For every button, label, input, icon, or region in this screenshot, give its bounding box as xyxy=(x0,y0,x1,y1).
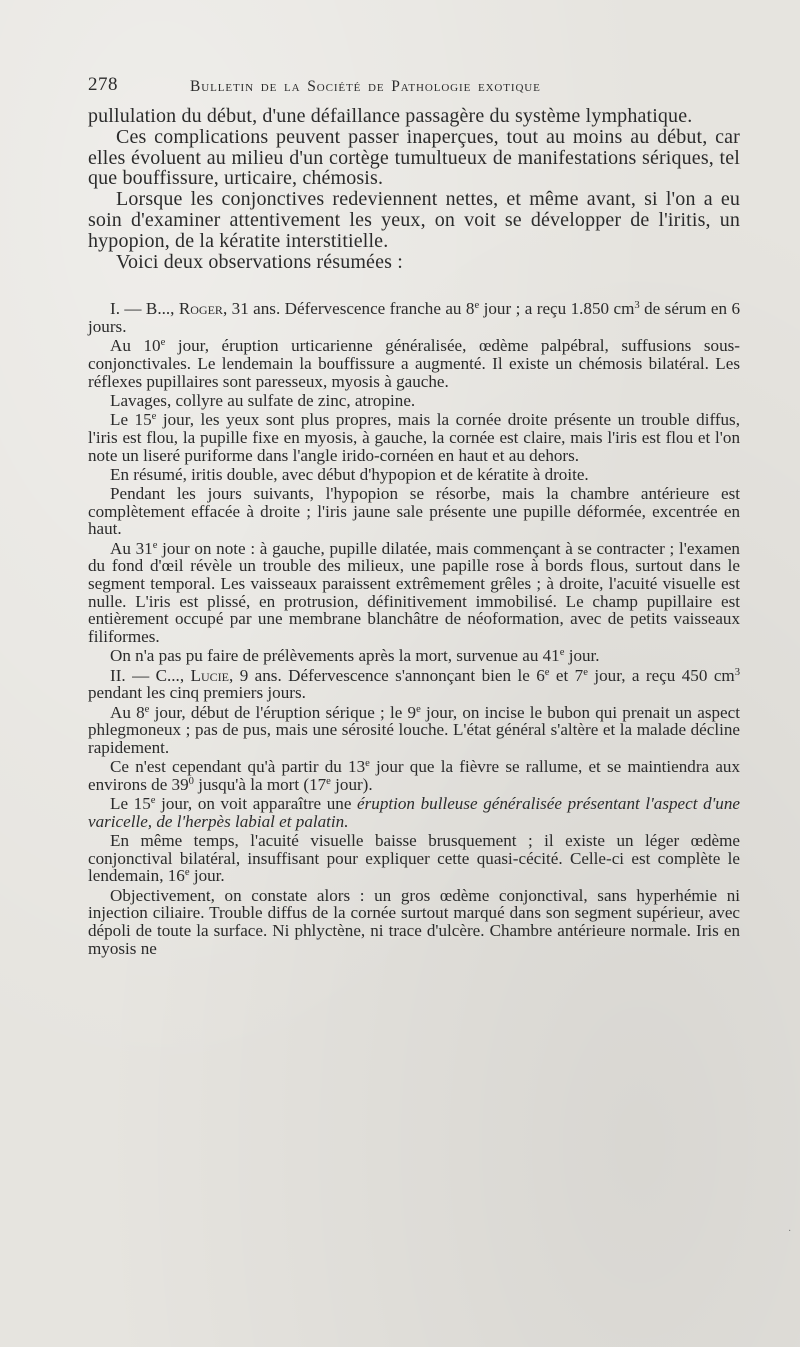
obs2-p2-sup2: e xyxy=(416,703,421,715)
obs1-paragraph-3: Lavages, collyre au sulfate de zinc, atropine. xyxy=(110,390,416,410)
obs2-lead-sup1: e xyxy=(544,666,550,678)
obs2-p5-sup: e xyxy=(184,867,190,879)
obs1-paragraph-7 xyxy=(88,540,740,646)
obs1-lead xyxy=(88,300,740,335)
obs2-p5-text: En même temps, l'acuité visuelle baisse brusquement ; il existe un léger œdème conjonctival bilatéral, insuffisant pour expliquer cette quasi-cécité. Celle-ci est complète le lendemain, 16 xyxy=(88,831,740,886)
obs2-p3-b: jour que la fièvre se rallume, et se maintiendra aux environs de 39 xyxy=(88,757,740,794)
obs1-p4-a: Le 15 xyxy=(110,410,152,430)
obs2-p4-italic: éruption bulleuse généralisée présentant l'aspect d'une varicelle, de l'herpès labial et palatin. xyxy=(88,794,740,831)
obs2-patient-name: Lucie xyxy=(190,665,229,685)
obs2-paragraph-2 xyxy=(88,704,740,757)
obs1-p4-sup: e xyxy=(151,411,157,423)
obs1-paragraph-4 xyxy=(88,411,740,464)
obs2-p3-c: jusqu'à la mort (17 xyxy=(193,774,327,794)
page-number: 278 xyxy=(88,74,118,95)
obs2-p3-d: jour). xyxy=(330,774,373,794)
obs1-lead-end: de sérum en 6 jours. xyxy=(88,299,741,336)
obs1-lead-age: , 31 ans. Défervescence franche au 8 xyxy=(222,299,475,319)
obs2-lead-unit-sup: 3 xyxy=(734,666,741,678)
observations xyxy=(88,300,740,957)
obs1-lead-start: I. — B..., xyxy=(110,299,179,319)
obs2-paragraph-3 xyxy=(88,758,740,793)
obs1-p2-a: Au 10 xyxy=(110,336,161,356)
obs2-lead xyxy=(88,667,740,702)
intro-paragraph-4: Voici deux observations résumées : xyxy=(116,250,403,273)
obs2-p3-a: Ce n'est cependant qu'à partir du 13 xyxy=(110,757,366,777)
obs2-paragraph-5 xyxy=(88,832,740,885)
obs1-p7-sup: e xyxy=(152,540,158,552)
obs1-paragraph-2 xyxy=(88,337,740,390)
running-head xyxy=(88,70,740,106)
obs2-p3-sup: e xyxy=(365,758,370,770)
obs2-p4-a: Le 15 xyxy=(110,794,151,814)
obs2-lead-d: pendant les cinq premiers jours. xyxy=(88,683,306,703)
obs2-p3-sup2: e xyxy=(326,775,331,787)
obs2-p5-end: jour. xyxy=(189,866,225,886)
obs1-lead-sup: e xyxy=(474,300,480,312)
intro-paragraph-3: Lorsque les conjonctives redeviennent nettes, et même avant, si l'on a eu soin d'examiner attentivement les yeux, on voit se développer de l'iritis, un hypopion, de la kératite interstitielle. xyxy=(88,188,740,252)
journal-title: Bulletin de la Société de Pathologie exotique xyxy=(190,78,541,95)
obs2-paragraph-6: Objectivement, on constate alors : un gros œdème conjonctival, sans hyperhémie ni injection ciliaire. Trouble diffus de la cornée surtout marqué dans son segment supérieur, avec dépoli de toute la surface. Ni phlyctène, ni trace d'ulcère. Chambre antérieure normale. Iris en myosis ne xyxy=(88,885,740,958)
intro-paragraph-1: pullulation du début, d'une défaillance passagère du système lymphatique. xyxy=(88,105,693,127)
intro-text xyxy=(88,106,740,272)
obs2-p2-b: jour, début de l'éruption sérique ; le 9 xyxy=(149,702,417,722)
obs2-p2-sup1: e xyxy=(144,703,150,715)
obs1-p8-b: jour. xyxy=(564,646,600,666)
obs1-p7-a: Au 31 xyxy=(110,538,153,558)
obs1-p8-a: On n'a pas pu faire de prélèvements après la mort, survenue au 41 xyxy=(110,646,560,666)
obs2-lead-sup2: e xyxy=(583,666,588,678)
obs1-paragraph-5: En résumé, iritis double, avec début d'hypopion et de kératite à droite. xyxy=(110,464,589,484)
obs1-p2-sup: e xyxy=(160,337,166,349)
intro-paragraph-2: Ces complications peuvent passer inaperçues, tout au moins au début, car elles évoluent au milieu d'un cortège tumultueux de manifestations sériques, tel que bouffissure, urticaire, chémosis. xyxy=(88,125,740,190)
obs2-p3-degree: 0 xyxy=(188,775,194,787)
obs1-p2-b: jour, éruption urticarienne généralisée, œdème palpébral, suffusions sous-conjonctivales. Le lendemain la bouffissure a augmenté. Il existe un chémosis bilatéral. Les réflexes pupillaires sont paresseux, myosis à gauche. xyxy=(88,336,740,391)
obs2-lead-c: jour, a reçu 450 cm xyxy=(587,665,735,685)
obs1-p4-b: jour, les yeux sont plus propres, mais la cornée droite présente un trouble diffus, l'iris est flou, la pupille fixe en myosis, à gauche, la cornée est claire, mais l'iris est flou et l'on note un liseré puriforme dans l'angle irido-cornéen en haut et au dehors. xyxy=(88,410,740,465)
page-edge-mark: · xyxy=(788,1226,792,1237)
obs1-paragraph-8 xyxy=(88,647,740,665)
obs1-p7-b: jour on note : à gauche, pupille dilatée, mais commençant à se contracter ; l'examen du fond d'œil révèle un trouble des milieux, une papille rose à bords flous, surtout dans le segment temporal. Les vaisseaux paraissent extrêmement grêles ; à droite, l'acuité visuelle est nulle. L'iris est plissé, en protrusion, définitivement immobilisé. Le champ pupillaire est entièrement occupé par une membrane blanchâtre de néoformation, avec de petits vaisseaux filiformes. xyxy=(88,538,740,646)
obs1-lead-unit-sup: 3 xyxy=(634,300,640,312)
obs2-lead-a: , 9 ans. Défervescence s'annonçant bien le 6 xyxy=(229,665,545,685)
document-page xyxy=(88,70,740,1320)
obs1-lead-mid: jour ; a reçu 1.850 cm xyxy=(479,299,635,319)
obs1-paragraph-6: Pendant les jours suivants, l'hypopion se résorbe, mais la chambre antérieure est complètement effacée à droite ; l'iris jaune sale présente une pupille déformée, excentrée en haut. xyxy=(88,484,740,539)
obs1-patient-name: Roger xyxy=(178,299,223,319)
obs2-lead-b: et 7 xyxy=(549,665,584,685)
obs2-p4-sup: e xyxy=(150,795,156,807)
obs2-p2-a: Au 8 xyxy=(110,702,145,722)
obs2-p4-b: jour, on voit apparaître une xyxy=(155,794,358,814)
obs2-paragraph-4 xyxy=(88,795,740,830)
obs2-p2-c: jour, on incise le bubon qui prenait un aspect phlegmoneux ; pas de pus, mais une sérosité louche. L'état général s'altère et la malade décline rapidement. xyxy=(88,702,740,757)
obs1-p8-sup: e xyxy=(559,647,565,659)
obs2-lead-start: II. — C..., xyxy=(110,665,191,685)
